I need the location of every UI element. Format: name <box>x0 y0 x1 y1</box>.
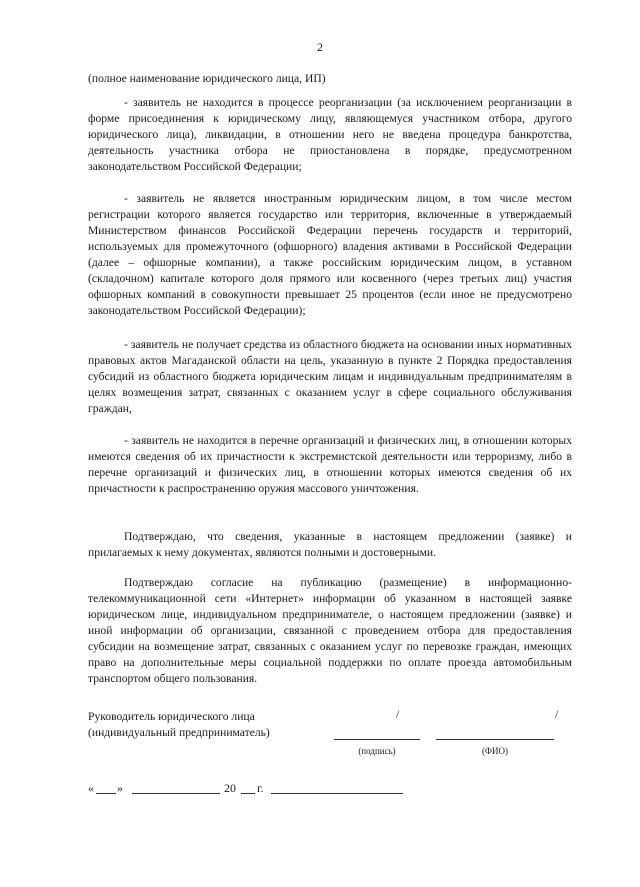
paragraph-confirmation: Подтверждаю, что сведения, указанные в настоящем предложении (заявке) и прилагаемых к нему документах, являются полными и достоверными. <box>88 530 572 559</box>
date-year-prefix: 20 <box>224 781 236 795</box>
date-year-line <box>241 793 255 794</box>
paragraph-1-container <box>88 95 572 175</box>
date-year-suffix: г. <box>257 781 264 795</box>
paragraph-2-container <box>88 191 572 319</box>
paragraph-budget-funds: - заявитель не получает средства из областного бюджета на основании иных нормативных правовых актов Магаданской области на цель, указанную в пункте 2 Порядка предоставления субсидий из областного бюджета юридическим лицам и индивидуальным предпринимателям в целях возмещения затрат, связанных с оказанием услуг в сфере социального обслуживания граждан, <box>88 338 572 415</box>
date-month-line <box>132 793 220 794</box>
organization-name-caption: (полное наименование юридического лица, ИП) <box>88 72 326 85</box>
signature-line <box>334 739 420 740</box>
paragraph-foreign-entity: - заявитель не является иностранным юридическим лицом, в том числе местом регистрации которого является государство или территория, включенные в утверждаемый Министерством финансов Российской Федерации перечень государств и территорий, используемых для промежуточного (офшорного) владения активами в Российской Федерации (далее – офшорные компании), а также российским юридическим лицом, в уставном (складочном) капитале которого доля прямого или косвенного (через третьих лиц) участия офшорных компаний в совокупности превышает 25 процентов (если иное не предусмотрено законодательством Российской Федерации); <box>88 192 572 317</box>
paragraph-5-container <box>88 529 572 561</box>
signatory-title: Руководитель юридического лица <box>88 710 255 723</box>
paragraph-3-container <box>88 337 572 417</box>
paragraph-publication-consent: Подтверждаю согласие на публикацию (размещение) в информационно-телекоммуникационной сети «Интернет» информации об указанном в настоящей заявке юридическом лице, индивидуальном предпринимателе, о настоящем предложении (заявке) и иной информации об организации, связанной с проведением отбора для предоставления субсидии на возмещение затрат, связанных с оказанием услуг по перевозке граждан, имеющих право на дополнительные меры социальной поддержки по оплате проезда автомобильным транспортом общего пользования. <box>88 576 572 685</box>
signatory-subtitle: (индивидуальный предприниматель) <box>88 726 270 739</box>
page-number: 2 <box>317 40 323 54</box>
paragraph-extremism-list: - заявитель не находится в перечне организаций и физических лиц, в отношении которых имеются сведения об их причастности к экстремистской деятельности или терроризму, либо в перечне организаций и физических лиц, в отношении которых имеются сведения об их причастности к распространению оружия массового уничтожения. <box>88 434 572 495</box>
signature-separator-1: / <box>396 708 400 721</box>
date-trailing-line <box>271 793 403 794</box>
fio-caption: (ФИО) <box>481 746 509 756</box>
fio-line <box>436 739 554 740</box>
signature-separator-2: / <box>555 708 559 721</box>
signature-caption: (подпись) <box>358 746 396 756</box>
date-close-quote: » <box>117 781 123 795</box>
paragraph-reorganization: - заявитель не находится в процессе реорганизации (за исключением реорганизации в форме присоединения к юридическому лицу, являющемуся участником отбора, другого юридического лица), ликвидации, в отношении него не введена процедура банкротства, деятельность участника отбора не приостановлена в порядке, предусмотренном законодательством Российской Федерации; <box>88 96 572 173</box>
paragraph-4-container <box>88 433 572 497</box>
paragraph-6-container <box>88 575 572 687</box>
date-open-quote: « <box>88 781 94 795</box>
date-day-line <box>96 793 116 794</box>
